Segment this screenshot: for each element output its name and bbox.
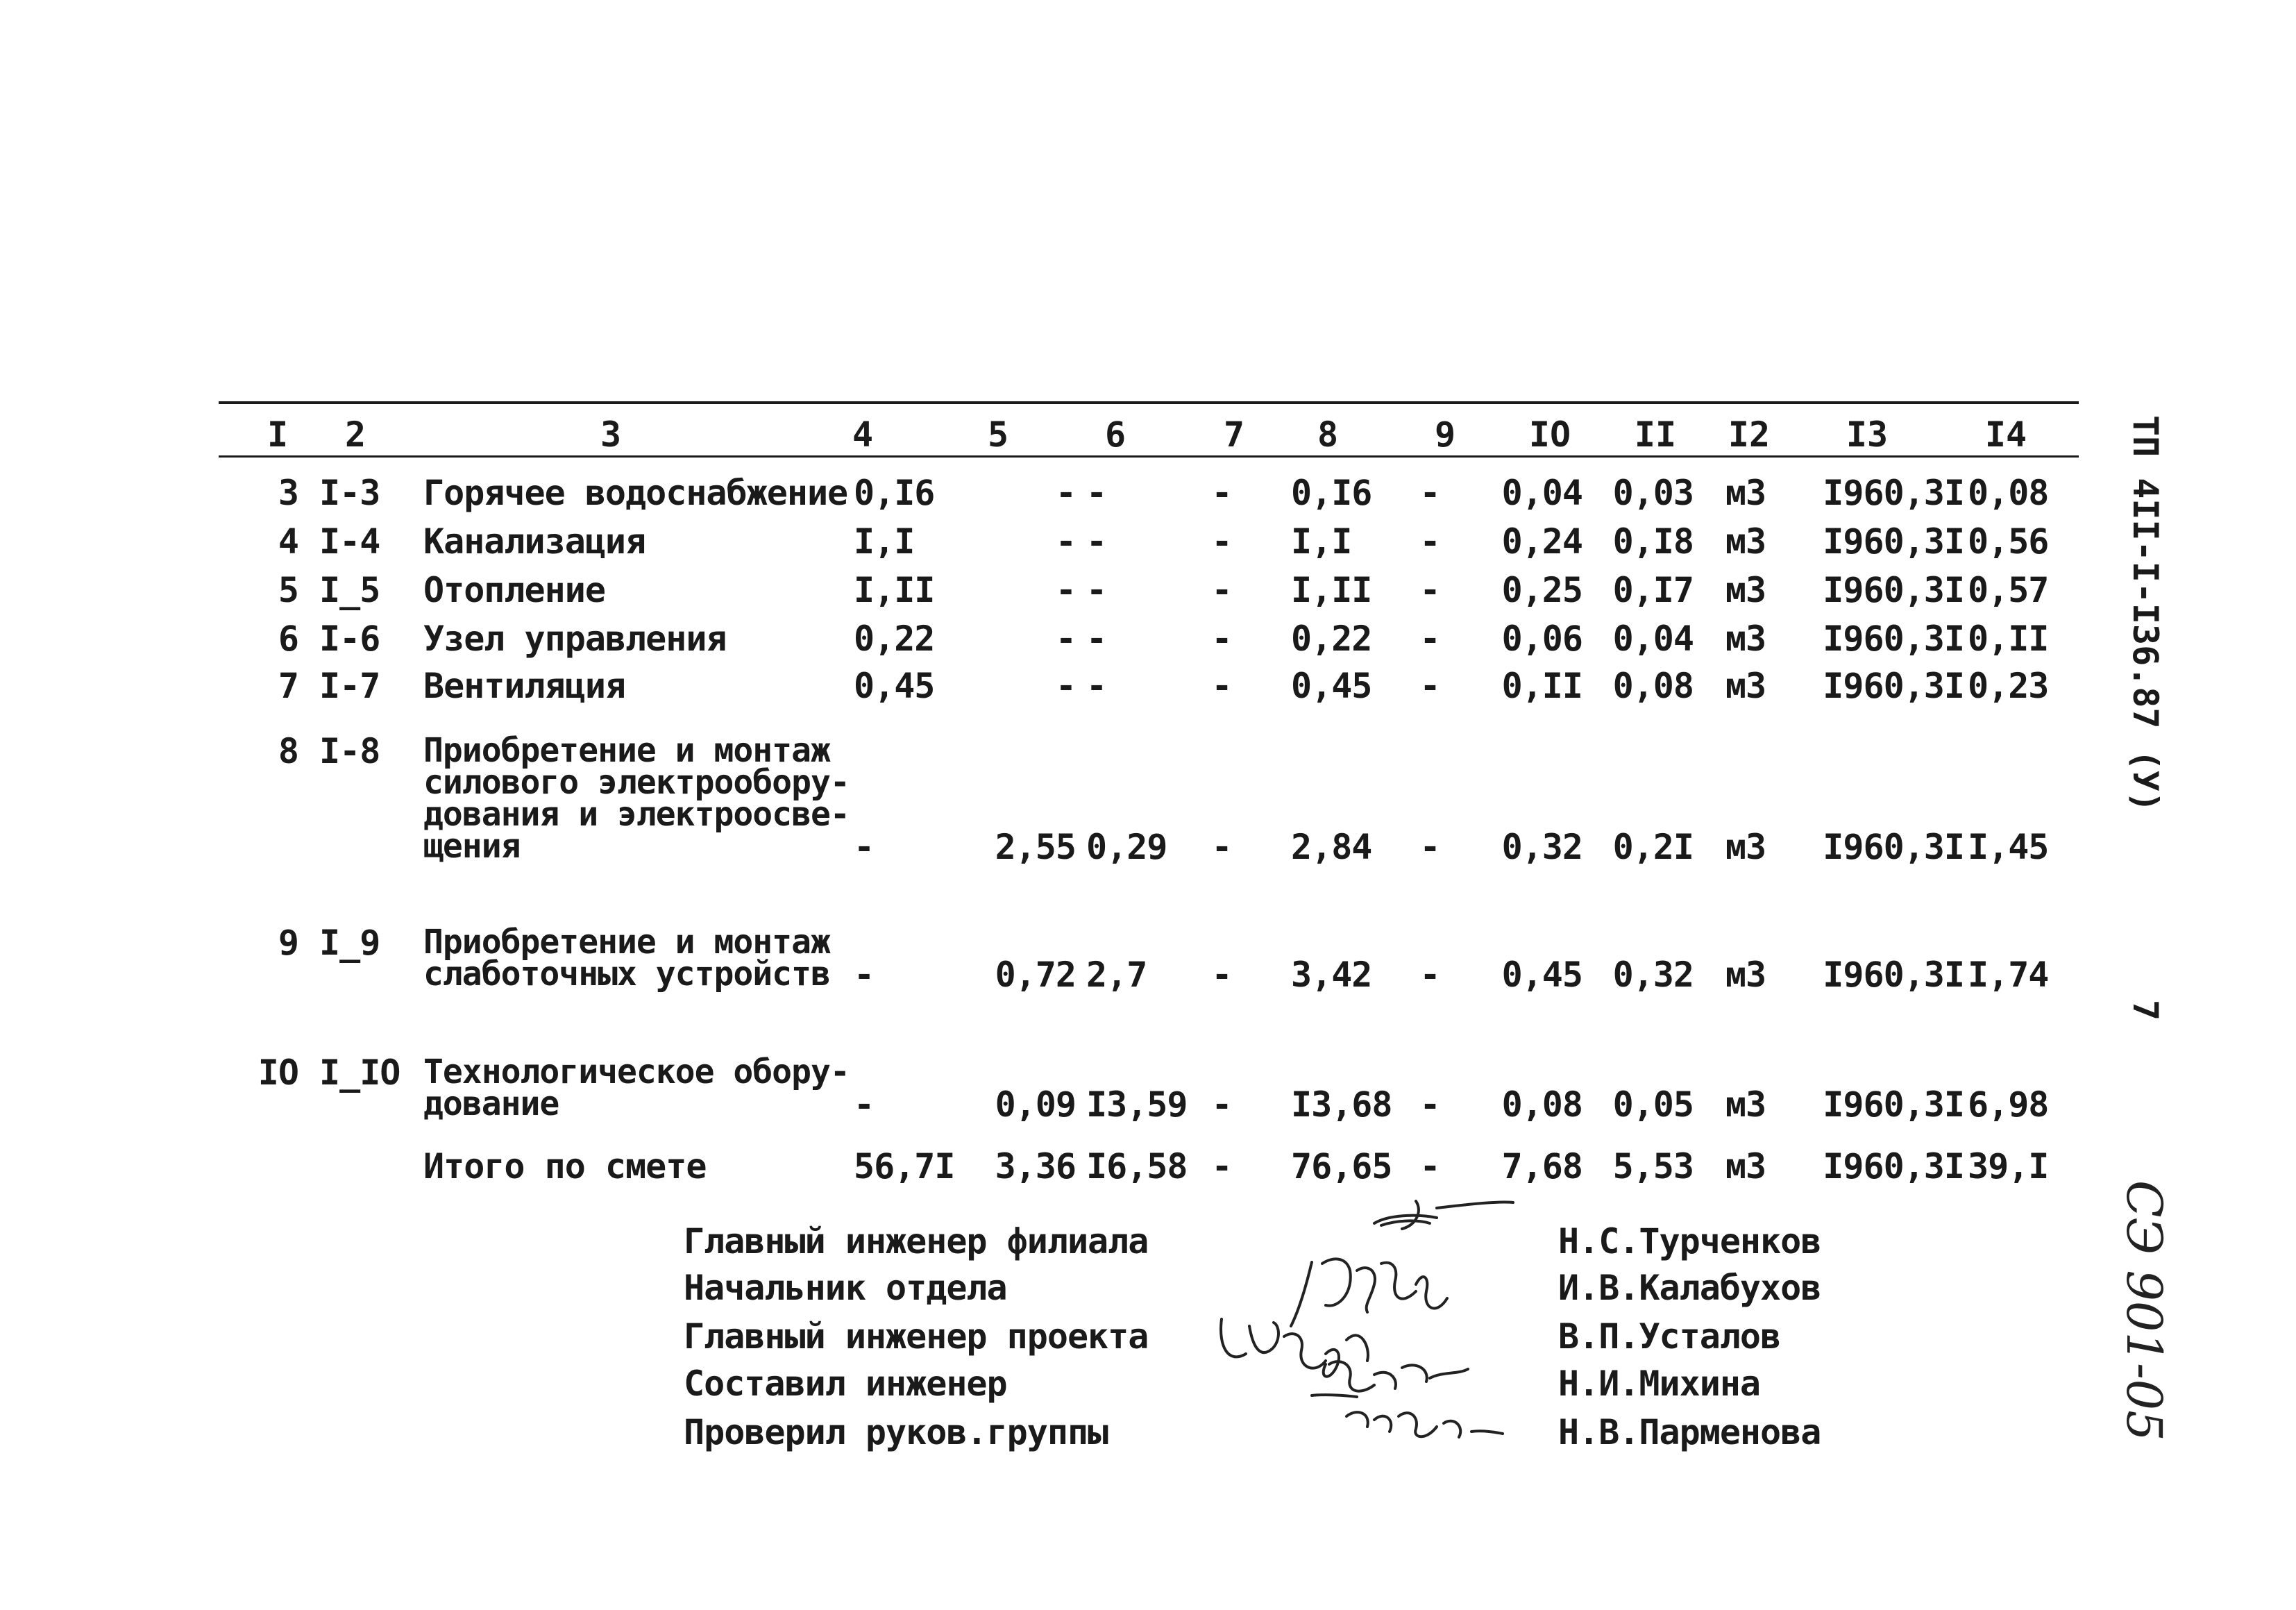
column-header-5: 5 — [987, 414, 1009, 455]
cell-c9: - — [1419, 521, 1440, 562]
cell-c10: 0,24 — [1501, 521, 1582, 562]
signatory-name: Н.И.Михина — [1558, 1364, 1761, 1404]
row-code: I-8 — [319, 731, 380, 771]
cell-c14: 0,56 — [1968, 521, 2049, 562]
row-code: I-3 — [319, 473, 380, 513]
cell-c13: I960,3I — [1823, 619, 1964, 659]
row-description: дование — [423, 1084, 559, 1123]
cell-c4: 0,22 — [854, 619, 935, 659]
cell-c14: I,45 — [1968, 827, 2049, 867]
cell-c6: - — [1086, 473, 1107, 513]
cell-c12: м3 — [1725, 955, 1766, 995]
cell-c7: - — [1211, 619, 1232, 659]
cell-c4: 0,I6 — [854, 473, 935, 513]
cell-c5: - — [1055, 473, 1076, 513]
row-code: I_9 — [319, 923, 380, 963]
cell-c11: 0,2I — [1612, 827, 1694, 867]
signatory-role: Проверил руков.группы — [684, 1412, 1108, 1452]
column-header-10: IO — [1528, 414, 1571, 455]
cell-c7: - — [1211, 666, 1232, 706]
row-description: Узел управления — [423, 619, 727, 659]
cell-c5: - — [1055, 619, 1076, 659]
cell-c11: 0,03 — [1612, 473, 1694, 513]
cell-c8: 3,42 — [1291, 955, 1372, 995]
column-header-3: 3 — [600, 414, 622, 455]
cell-c10: 0,32 — [1501, 827, 1582, 867]
cell-c9: - — [1419, 473, 1440, 513]
row-code: I-7 — [319, 666, 380, 706]
row-code: I-4 — [319, 521, 380, 562]
row-code: I_IO — [319, 1053, 400, 1093]
cell-c5: 2,55 — [995, 827, 1076, 867]
signatory-role: Составил инженер — [684, 1364, 1007, 1404]
page-number: 7 — [2125, 1000, 2166, 1021]
total-c4: 56,7I — [854, 1146, 955, 1186]
cell-c12: м3 — [1725, 619, 1766, 659]
cell-c8: I,II — [1291, 570, 1372, 610]
cell-c14: 0,II — [1968, 619, 2049, 659]
cell-c7: - — [1211, 1084, 1232, 1125]
row-number: 8 — [278, 731, 298, 771]
cell-c7: - — [1211, 955, 1232, 995]
cell-c9: - — [1419, 1084, 1440, 1125]
row-description: Технологическое обору- — [423, 1053, 850, 1091]
signatory-name: В.П.Усталов — [1558, 1316, 1781, 1357]
row-number: 9 — [278, 923, 298, 963]
column-header-13: I3 — [1846, 414, 1889, 455]
total-c5: 3,36 — [995, 1146, 1076, 1186]
cell-c11: 0,I8 — [1612, 521, 1694, 562]
cell-c7: - — [1211, 827, 1232, 867]
cell-c8: 0,45 — [1291, 666, 1372, 706]
row-code: I_5 — [319, 570, 380, 610]
cell-c6: 2,7 — [1086, 955, 1147, 995]
cell-c4: I,I — [854, 521, 915, 562]
total-c8: 76,65 — [1291, 1146, 1392, 1186]
cell-c8: I,I — [1291, 521, 1352, 562]
cell-c12: м3 — [1725, 473, 1766, 513]
cell-c12: м3 — [1725, 1084, 1766, 1125]
cell-c10: 0,06 — [1501, 619, 1582, 659]
cell-c4: 0,45 — [854, 666, 935, 706]
cell-c5: - — [1055, 570, 1076, 610]
total-c13: I960,3I — [1823, 1146, 1964, 1186]
cell-c13: I960,3I — [1823, 473, 1964, 513]
cell-c12: м3 — [1725, 666, 1766, 706]
handwritten-signatures — [1208, 1187, 1527, 1465]
cell-c12: м3 — [1725, 521, 1766, 562]
cell-c14: 6,98 — [1968, 1084, 2049, 1125]
column-header-2: 2 — [344, 414, 366, 455]
cell-c8: 2,84 — [1291, 827, 1372, 867]
cell-c11: 0,04 — [1612, 619, 1694, 659]
cell-c10: 0,25 — [1501, 570, 1582, 610]
row-description: Канализация — [423, 521, 646, 562]
cell-c5: - — [1055, 666, 1076, 706]
cell-c6: - — [1086, 521, 1107, 562]
cell-c4: - — [854, 955, 875, 995]
cell-c6: 0,29 — [1086, 827, 1167, 867]
total-c9: - — [1419, 1146, 1440, 1186]
signatory-name: Н.С.Турченков — [1558, 1221, 1821, 1261]
cell-c12: м3 — [1725, 570, 1766, 610]
column-header-9: 9 — [1434, 414, 1456, 455]
total-c12: м3 — [1725, 1146, 1766, 1186]
column-header-12: I2 — [1728, 414, 1771, 455]
cell-c12: м3 — [1725, 827, 1766, 867]
cell-c6: I3,59 — [1086, 1084, 1188, 1125]
cell-c14: I,74 — [1968, 955, 2049, 995]
row-description: Приобретение и монтаж — [423, 923, 830, 962]
cell-c11: 0,I7 — [1612, 570, 1694, 610]
cell-c13: I960,3I — [1823, 827, 1964, 867]
cell-c14: 0,23 — [1968, 666, 2049, 706]
cell-c11: 0,32 — [1612, 955, 1694, 995]
cell-c8: 0,I6 — [1291, 473, 1372, 513]
column-header-1: I — [267, 414, 289, 455]
cell-c8: I3,68 — [1291, 1084, 1392, 1125]
cell-c4: - — [854, 827, 875, 867]
cell-c10: 0,45 — [1501, 955, 1582, 995]
cell-c9: - — [1419, 827, 1440, 867]
total-c7: - — [1211, 1146, 1232, 1186]
row-description: щения — [423, 827, 521, 866]
column-header-7: 7 — [1223, 414, 1245, 455]
cell-c11: 0,05 — [1612, 1084, 1694, 1125]
column-header-4: 4 — [852, 414, 874, 455]
total-c10: 7,68 — [1501, 1146, 1582, 1186]
row-description: слаботочных устройств — [423, 955, 830, 993]
cell-c7: - — [1211, 521, 1232, 562]
column-header-14: I4 — [1984, 414, 2027, 455]
row-description: Отопление — [423, 570, 605, 610]
signatory-name: Н.В.Парменова — [1558, 1412, 1821, 1452]
cell-c13: I960,3I — [1823, 570, 1964, 610]
row-description: Горячее водоснабжение — [423, 473, 848, 513]
archive-number: СЭ 901-05 — [2116, 1180, 2172, 1441]
cell-c14: 0,57 — [1968, 570, 2049, 610]
cell-c10: 0,II — [1501, 666, 1582, 706]
row-code: I-6 — [319, 619, 380, 659]
signatory-role: Начальник отдела — [684, 1268, 1007, 1308]
cell-c7: - — [1211, 570, 1232, 610]
cell-c5: 0,09 — [995, 1084, 1076, 1125]
row-number: 6 — [278, 619, 298, 659]
signatory-role: Главный инженер проекта — [684, 1316, 1149, 1357]
header-bottom-rule — [219, 455, 2079, 458]
cell-c8: 0,22 — [1291, 619, 1372, 659]
cell-c13: I960,3I — [1823, 521, 1964, 562]
table-top-rule — [219, 401, 2079, 404]
row-description: силового электрообору- — [423, 763, 850, 802]
cell-c10: 0,08 — [1501, 1084, 1582, 1125]
column-header-8: 8 — [1317, 414, 1339, 455]
cell-c6: - — [1086, 570, 1107, 610]
cell-c9: - — [1419, 570, 1440, 610]
row-description: Приобретение и монтаж — [423, 731, 830, 770]
row-number: IO — [258, 1053, 298, 1093]
cell-c9: - — [1419, 666, 1440, 706]
cell-c10: 0,04 — [1501, 473, 1582, 513]
cell-c14: 0,08 — [1968, 473, 2049, 513]
cell-c13: I960,3I — [1823, 666, 1964, 706]
cell-c13: I960,3I — [1823, 955, 1964, 995]
cell-c13: I960,3I — [1823, 1084, 1964, 1125]
total-label: Итого по смете — [423, 1146, 707, 1186]
cell-c5: 0,72 — [995, 955, 1076, 995]
column-header-11: II — [1634, 414, 1677, 455]
cell-c5: - — [1055, 521, 1076, 562]
cell-c6: - — [1086, 666, 1107, 706]
row-number: 5 — [278, 570, 298, 610]
total-c6: I6,58 — [1086, 1146, 1188, 1186]
cell-c9: - — [1419, 955, 1440, 995]
cell-c4: I,II — [854, 570, 935, 610]
total-c11: 5,53 — [1612, 1146, 1694, 1186]
cell-c6: - — [1086, 619, 1107, 659]
cell-c7: - — [1211, 473, 1232, 513]
row-description: Вентиляция — [423, 666, 626, 706]
total-c14: 39,I — [1968, 1146, 2049, 1186]
cell-c4: - — [854, 1084, 875, 1125]
row-number: 4 — [278, 521, 298, 562]
signatory-name: И.В.Калабухов — [1558, 1268, 1821, 1308]
row-description: дования и электроосве- — [423, 795, 850, 834]
signatory-role: Главный инженер филиала — [684, 1221, 1149, 1261]
row-number: 7 — [278, 666, 298, 706]
column-header-6: 6 — [1104, 414, 1126, 455]
cell-c9: - — [1419, 619, 1440, 659]
document-code: ТП 4II-I-I36.87 (У) — [2125, 415, 2166, 812]
row-number: 3 — [278, 473, 298, 513]
cell-c11: 0,08 — [1612, 666, 1694, 706]
